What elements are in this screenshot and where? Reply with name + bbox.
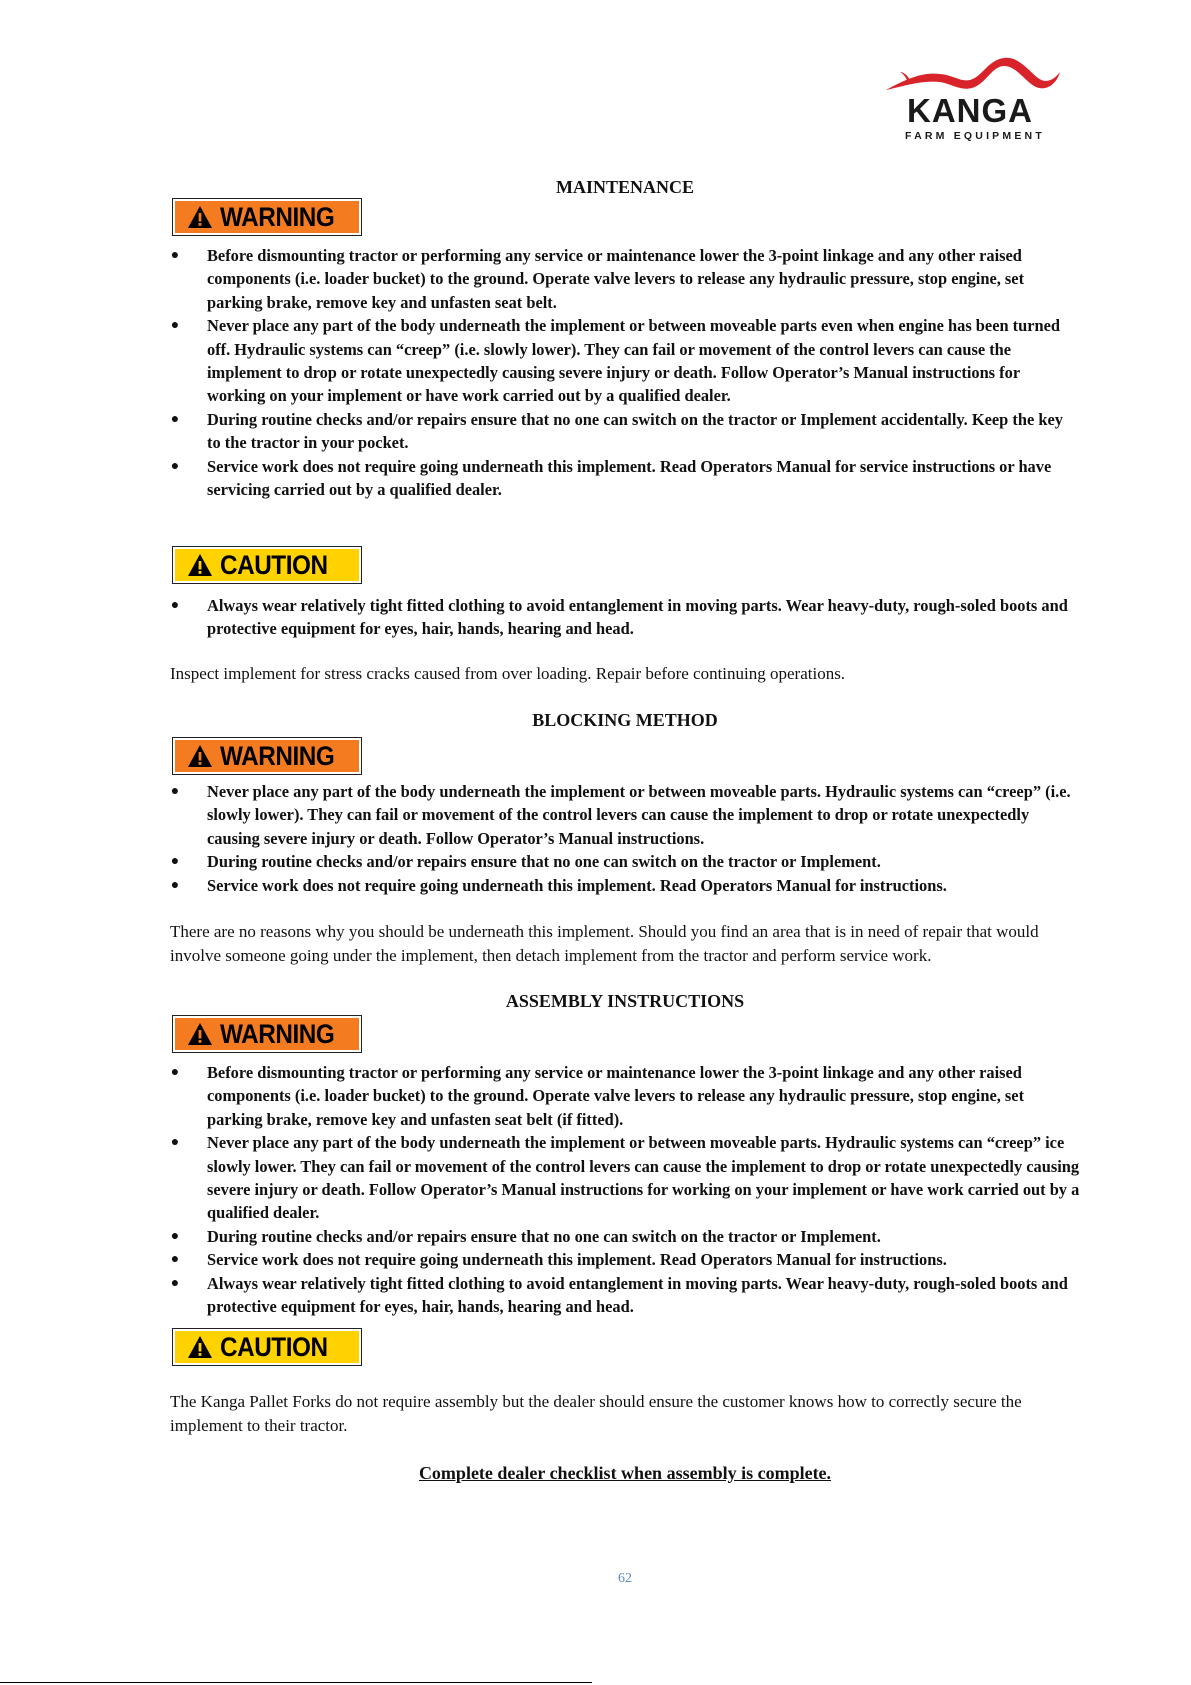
caution-label: CAUTION: [220, 1331, 328, 1362]
warning-triangle-icon: [187, 1022, 213, 1046]
list-item: ● Never place any part of the body underneath the implement or between moveable parts. Hydraulic systems can “creep” ice slowly lower. They can fail or movement of the control levers can cause the implement to drop or rotate unexpectedly causing severe injury or death. Follow Operator’s Manual instructions for working on your implement or have work carried out by a qualified dealer.: [170, 1133, 1080, 1223]
assembly-warning-list: [170, 1061, 1080, 1318]
list-item: ● During routine checks and/or repairs ensure that no one can switch on the tractor or Implement.: [170, 1226, 881, 1246]
list-item: ● Before dismounting tractor or performing any service or maintenance lower the 3-point linkage and any other raised components (i.e. loader bucket) to the ground. Operate valve levers to release any hydraulic pressure, stop engine, set parking brake, remove key and unfasten seat belt.: [170, 246, 1025, 312]
assembly-note: The Kanga Pallet Forks do not require assembly but the dealer should ensure the customer knows how to correctly secure the implement to their tractor.: [170, 1392, 1022, 1435]
list-item: ● Service work does not require going underneath this implement. Read Operators Manual for instructions.: [170, 1250, 947, 1270]
page-number: 62: [618, 1571, 632, 1586]
list-item: ● During routine checks and/or repairs ensure that no one can switch on the tractor or Implement accidentally. Keep the key to the tractor in your pocket.: [170, 409, 1063, 453]
maintenance-heading: MAINTENANCE: [555, 177, 694, 197]
list-item: ● Never place any part of the body underneath the implement or between moveable parts. Hydraulic systems can “creep” (i.e. slowly lower). They can fail or movement of the control levers can cause the implement to drop or rotate unexpectedly causing severe injury or death. Follow Operator’s Manual instructions.: [170, 782, 1071, 848]
warning-sign-blocking: [172, 737, 362, 775]
caution-sign-assembly: [172, 1328, 362, 1366]
dealer-checklist-note: Complete dealer checklist when assembly is complete.: [418, 1463, 832, 1483]
caution-triangle-icon: [187, 553, 213, 577]
warning-sign-maintenance: [172, 198, 362, 236]
caution-triangle-icon: [187, 1335, 213, 1359]
blocking-warning-list: [170, 780, 1080, 897]
kanga-logo: [878, 52, 1068, 144]
list-item: ● Always wear relatively tight fitted clothing to avoid entanglement in moving parts. Wear heavy-duty, rough-soled boots and protective equipment for eyes, hair, hands, hearing and head.: [170, 596, 1068, 639]
list-item: ● Service work does not require going underneath this implement. Read Operators Manual for service instructions or have servicing carried out by a qualified dealer.: [170, 456, 1052, 500]
maintenance-caution-list: [170, 594, 1080, 641]
list-item: ● Service work does not require going underneath this implement. Read Operators Manual for instructions.: [170, 875, 947, 895]
list-item: ● Never place any part of the body underneath the implement or between moveable parts even when engine has been turned off. Hydraulic systems can “creep” (i.e. slowly lower). They can fail or movement of the control levers can cause the implement to drop or rotate unexpectedly causing severe injury or death. Follow Operator’s Manual instructions for working on your implement or have work carried out by a qualified dealer.: [170, 316, 1061, 406]
caution-label: CAUTION: [220, 549, 328, 580]
blocking-note: There are no reasons why you should be underneath this implement. Should you find an area that is in need of repair that would involve someone going under the implement, then detach implement from the tractor and perform service work.: [170, 922, 1039, 965]
warning-triangle-icon: [187, 205, 213, 229]
maintenance-warning-list: [170, 244, 1080, 501]
blocking-method-heading: BLOCKING METHOD: [532, 710, 718, 730]
logo-tagline: FARM EQUIPMENT: [905, 130, 1045, 142]
logo-brand: KANGA: [907, 92, 1033, 129]
warning-triangle-icon: [187, 744, 213, 768]
list-item: ● During routine checks and/or repairs ensure that no one can switch on the tractor or Implement.: [170, 852, 881, 872]
assembly-instructions-heading: ASSEMBLY INSTRUCTIONS: [505, 991, 745, 1011]
warning-label: WARNING: [220, 740, 335, 771]
warning-sign-assembly: [172, 1015, 362, 1053]
warning-label: WARNING: [220, 1018, 335, 1049]
caution-sign-maintenance: [172, 546, 362, 584]
list-item: ● Always wear relatively tight fitted clothing to avoid entanglement in moving parts. Wear heavy-duty, rough-soled boots and protective equipment for eyes, hair, hands, hearing and head.: [170, 1273, 1068, 1317]
maintenance-note: Inspect implement for stress cracks caused from over loading. Repair before continuing operations.: [170, 664, 846, 683]
warning-label: WARNING: [220, 201, 335, 232]
list-item: ● Before dismounting tractor or performing any service or maintenance lower the 3-point linkage and any other raised components (i.e. loader bucket) to the ground. Operate valve levers to release any hydraulic pressure, stop engine, set parking brake, remove key and unfasten seat belt (if fitted).: [170, 1063, 1025, 1129]
footer-rule: [0, 1682, 592, 1683]
